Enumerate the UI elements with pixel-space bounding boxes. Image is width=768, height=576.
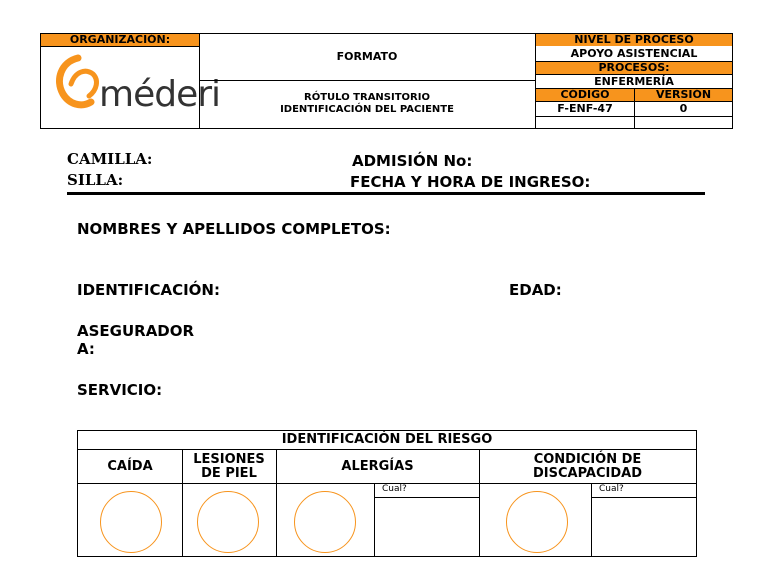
header-title-column [199,34,536,128]
alergias-checkbox-circle[interactable] [294,491,356,553]
fecha-hora-label: FECHA Y HORA DE INGRESO: [350,173,591,191]
asegurador-line-1: ASEGURADOR [77,322,195,340]
camilla-label: CAMILLA: [67,150,153,168]
header-logo-column [41,33,221,128]
col-lesiones-line-1: LESIONES [193,451,265,467]
cual-alergias-label: Cual? [382,484,407,494]
process-level-value: APOYO ASISTENCIAL [570,47,698,60]
admision-label: ADMISIÓN No: [352,152,473,170]
identificacion-label: IDENTIFICACIÓN: [77,281,220,299]
nombres-label: NOMBRES Y APELLIDOS COMPLETOS: [77,220,391,238]
code-label: CÓDIGO [536,89,634,101]
edad-label: EDAD: [509,281,562,299]
asegurador-line-2: A: [77,340,95,358]
lesiones-checkbox-circle[interactable] [197,491,259,553]
col-alergias: ALERGÍAS [341,458,414,474]
col-lesiones-line-2: DE PIEL [201,465,257,481]
processes-value: ENFERMERÍA [594,75,674,88]
header-meta-column [536,34,732,128]
format-label: FORMATO [336,50,398,63]
organization-label: ORGANIZACIÓN: [41,34,199,47]
silla-label: SILLA: [67,171,124,189]
version-label: VERSIÓN [635,89,732,101]
title-line-1: RÓTULO TRANSITORIO [304,92,430,103]
cual-discapacidad-label: Cual? [599,484,624,494]
servicio-label: SERVICIO: [77,381,163,399]
version-value: 0 [679,102,688,115]
risk-table [77,430,697,557]
col-condicion [479,450,696,483]
document-header [40,33,733,129]
title-line-2: IDENTIFICACIÓN DEL PACIENTE [280,104,454,115]
col-condicion-line-2: DISCAPACIDAD [532,465,642,481]
processes-label: PROCESOS: [536,62,732,74]
caida-checkbox-circle[interactable] [100,491,162,553]
logo-text: méderi [99,74,221,115]
separator-line [67,192,705,195]
process-level-label: NIVEL DE PROCESO [536,34,732,46]
code-value: F-ENF-47 [557,102,613,115]
col-caida: CAÍDA [107,458,153,474]
mederi-logo [41,46,221,128]
discapacidad-checkbox-circle[interactable] [506,491,568,553]
col-condicion-line-1: CONDICIÓN DE [533,451,642,467]
col-lesiones [182,450,276,483]
logo-hands-icon [51,54,105,112]
risk-table-title: IDENTIFICACIÓN DEL RIESGO [78,431,696,450]
